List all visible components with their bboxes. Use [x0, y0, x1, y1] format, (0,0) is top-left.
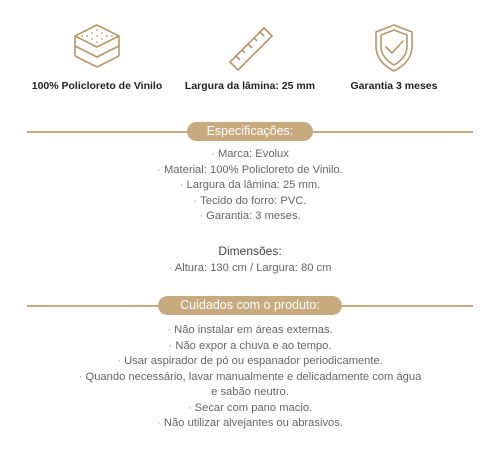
spec-item: · Marca: Evolux — [211, 148, 289, 160]
care-heading: Cuidados com o produto: — [158, 296, 342, 315]
spec-item: · Tecido do forro: PVC. — [193, 194, 307, 207]
care-item: · Não instalar em áreas externas. — [167, 324, 333, 336]
specs-heading: Especificações: — [187, 122, 313, 141]
care-list — [0, 323, 500, 432]
dimensions-list — [0, 261, 500, 277]
care-item: · Não utilizar alvejantes ou abrasivos. — [157, 417, 343, 429]
shield-check-icon — [364, 22, 424, 74]
care-item: · Usar aspirador de pó ou espanador periodicamente. — [117, 355, 383, 367]
care-item: e sabão neutro. — [211, 386, 289, 398]
spec-item: · Largura da lâmina: 25 mm. — [179, 179, 321, 191]
features-row — [0, 0, 500, 100]
care-item: · Secar com pano macio. — [187, 401, 313, 414]
care-item: · Não expor a chuva e ao tempo. — [168, 339, 332, 352]
feature-width-label: Largura da lâmina: 25 mm — [184, 80, 316, 92]
ruler-icon — [220, 22, 280, 74]
fabric-layers-icon — [67, 22, 127, 74]
care-item: · Quando necessário, lavar manualmente e delicadamente com água — [78, 370, 422, 383]
dimensions-heading: Dimensões: — [218, 244, 282, 258]
feature-warranty-label: Garantia 3 meses — [350, 80, 438, 92]
spec-item: · Material: 100% Policloreto de Vinilo. — [157, 163, 343, 176]
feature-material-label: 100% Policloreto de Vinilo — [31, 80, 163, 92]
dimension-item: · Altura: 130 cm / Largura: 80 cm — [168, 262, 332, 274]
spec-item: · Garantia: 3 meses. — [199, 210, 301, 222]
specs-list — [0, 147, 500, 225]
